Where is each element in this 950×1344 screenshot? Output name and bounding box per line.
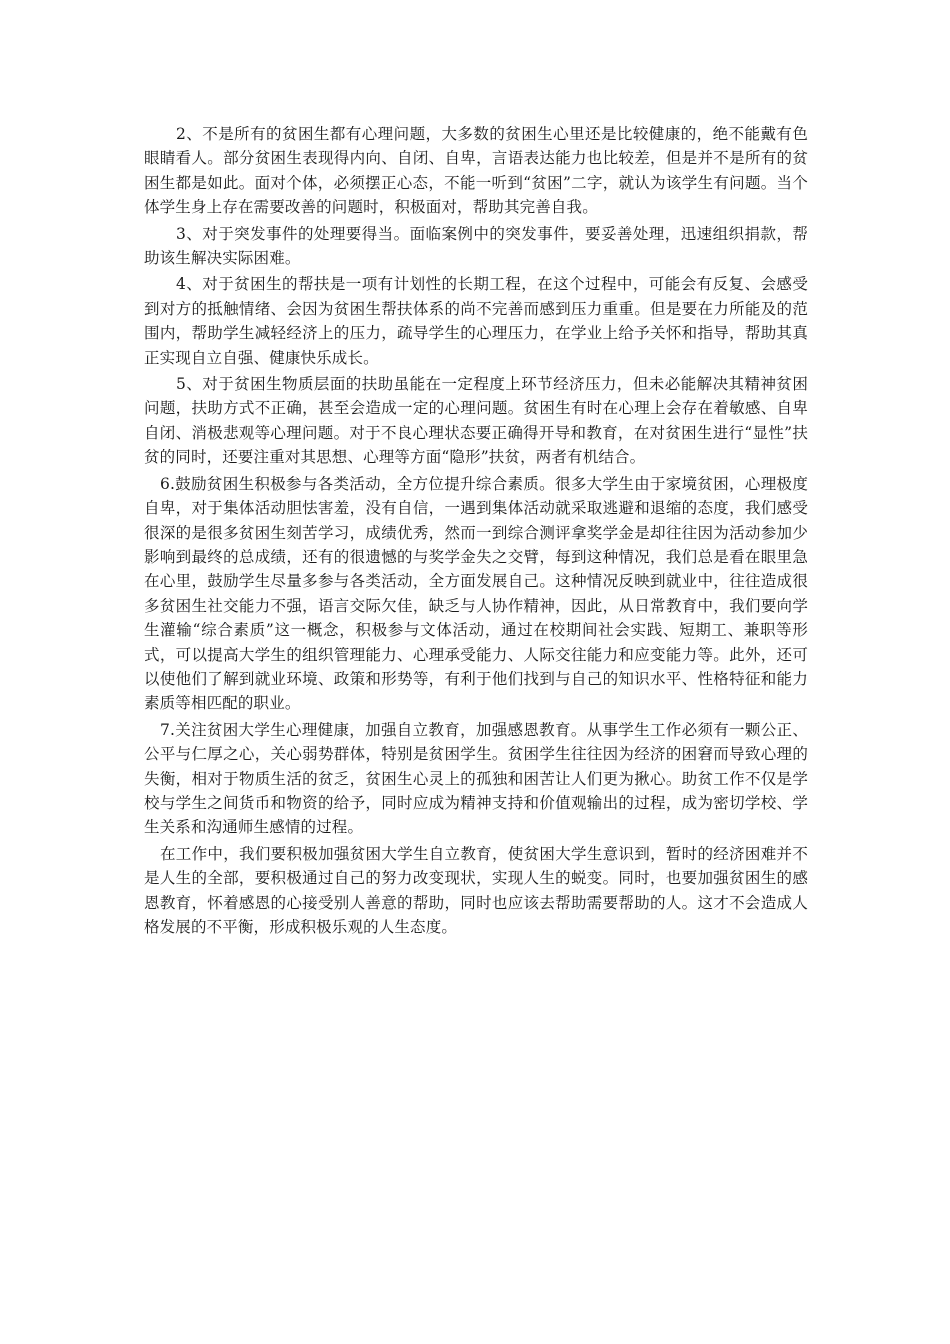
document-body: [144, 122, 808, 941]
paragraph-point-2: 2、不是所有的贫困生都有心理问题，大多数的贫困生心里还是比较健康的，绝不能戴有色眼睛看人。部分贫困生表现得内向、自闭、自卑，言语表达能力也比较差，但是并不是所有的贫困生都是如此。面对个体，必须摆正心态，不能一听到“贫困”二字，就认为该学生有问题。当个体学生身上存在需要改善的问题时，积极面对，帮助其完善自我。: [144, 125, 808, 217]
paragraph-point-6: 6.鼓励贫困生积极参与各类活动，全方位提升综合素质。很多大学生由于家境贫困，心理极度自卑，对于集体活动胆怯害羞，没有自信，一遇到集体活动就采取逃避和退缩的态度，我们感受很深的是很多贫困生刻苦学习，成绩优秀，然而一到综合测评拿奖学金是却往往因为活动参加少影响到最终的总成绩，还有的很遗憾的与奖学金失之交臂，每到这种情况，我们总是看在眼里急在心里，鼓励学生尽量多参与各类活动，全方面发展自己。这种情况反映到就业中，往往造成很多贫困生社交能力不强，语言交际欠佳，缺乏与人协作精神，因此，从日常教育中，我们要向学生灌输“综合素质”这一概念，积极参与文体活动，通过在校期间社会实践、短期工、兼职等形式，可以提高大学生的组织管理能力、心理承受能力、人际交往能力和应变能力等。此外，还可以使他们了解到就业环境、政策和形势等，有利于他们找到与自己的知识水平、性格特征和能力素质等相匹配的职业。: [144, 474, 808, 713]
paragraph-point-4: 4、对于贫困生的帮扶是一项有计划性的长期工程，在这个过程中，可能会有反复、会感受到对方的抵触情绪、会因为贫困生帮扶体系的尚不完善而感到压力重重。但是要在力所能及的范围内，帮助学生减轻经济上的压力，疏导学生的心理压力，在学业上给予关怀和指导，帮助其真正实现自立自强、健康快乐成长。: [144, 275, 808, 367]
paragraph-point-7: 7.关注贫困大学生心理健康，加强自立教育，加强感恩教育。从事学生工作必须有一颗公正、公平与仁厚之心，关心弱势群体，特别是贫困学生。贫困学生往往因为经济的困窘而导致心理的失衡，相对于物质生活的贫乏，贫困生心灵上的孤独和困苦让人们更为揪心。助贫工作不仅是学校与学生之间货币和物资的给予，同时应成为精神支持和价值观输出的过程，成为密切学校、学生关系和沟通师生感情的过程。: [144, 720, 808, 837]
paragraph-conclusion: 在工作中，我们要积极加强贫困大学生自立教育，使贫困大学生意识到，暂时的经济困难并不是人生的全部，要积极通过自己的努力改变现状，实现人生的蜕变。同时，也要加强贫困生的感恩教育，怀着感恩的心接受别人善意的帮助，同时也应该去帮助需要帮助的人。这才不会造成人格发展的不平衡，形成积极乐观的人生态度。: [144, 844, 808, 936]
paragraph-point-5: 5、对于贫困生物质层面的扶助虽能在一定程度上环节经济压力，但未必能解决其精神贫困问题，扶助方式不正确，甚至会造成一定的心理问题。贫困生有时在心理上会存在着敏感、自卑自闭、消极悲观等心理问题。对于不良心理状态要正确得开导和教育，在对贫困生进行“显性”扶贫的同时，还要注重对其思想、心理等方面“隐形”扶贫，两者有机结合。: [144, 375, 808, 467]
paragraph-point-3: 3、对于突发事件的处理要得当。面临案例中的突发事件，要妥善处理，迅速组织捐款，帮助该生解决实际困难。: [144, 224, 808, 268]
